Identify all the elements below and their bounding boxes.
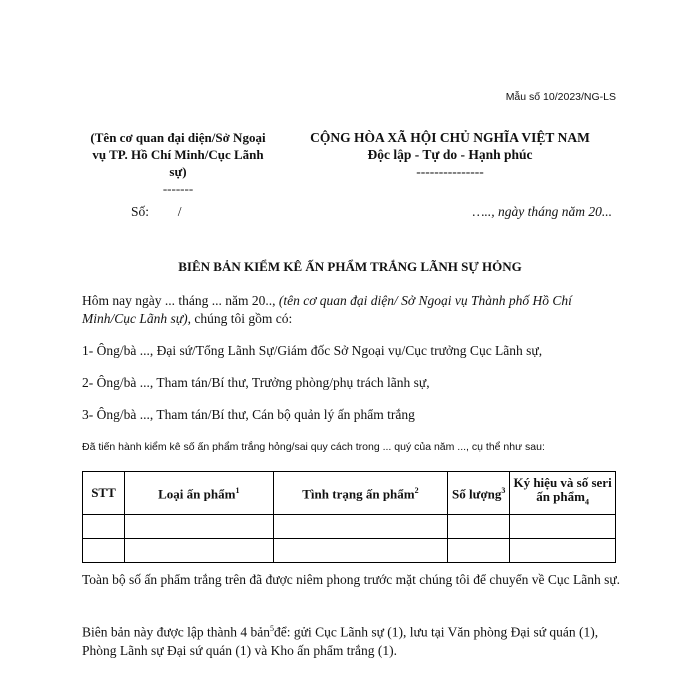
table-cell[interactable] [510,539,616,563]
intro-prefix: Hôm nay ngày ... tháng ... năm 20.., [82,293,279,308]
inventory-note: Đã tiến hành kiểm kê số ấn phẩm trắng hỏng/sai quy cách trong ... quý của năm ..., cụ thể như sau: [82,441,545,453]
table-cell[interactable] [124,515,273,539]
number-slash: / [177,204,182,219]
header-stt: STT [83,472,125,515]
table-cell[interactable] [510,515,616,539]
table-cell[interactable] [83,539,125,563]
table-cell[interactable] [83,515,125,539]
table-header-row [83,472,616,515]
member-item: 2- Ông/bà ..., Tham tán/Bí thư, Trưởng phòng/phụ trách lãnh sự, [82,375,430,390]
nation-motto: Độc lập - Tự do - Hạnh phúc [367,147,533,162]
table-cell[interactable] [273,539,448,563]
intro-suffix: , chúng tôi gồm có: [187,311,293,326]
copies-prefix: Biên bản này được lập thành 4 bản [82,624,271,640]
closing-paragraph: Toàn bộ số ấn phẩm trắng trên đã được niêm phong trước mặt chúng tôi để chuyển về Cục Lãnh sự. [82,572,621,587]
header-quantity: Số lượng$^3$ [448,472,510,515]
agency-header [78,129,278,197]
header-serial: Ký hiệu và số seri ấn phẩm$_4$ [510,472,616,515]
member-item: 1- Ông/bà ..., Đại sứ/Tổng Lãnh Sự/Giám đốc Sở Ngoại vụ/Cục trưởng Cục Lãnh sự, [82,343,543,358]
document-title: BIÊN BẢN KIỂM KÊ ẤN PHẨM TRẮNG LÃNH SỰ HỎNG [178,259,522,274]
table-cell[interactable] [124,539,273,563]
copies-paragraph [82,620,622,660]
nation-header [290,129,610,180]
number-label: Số: [131,204,150,219]
table-cell[interactable] [448,539,510,563]
header-type: Loại ấn phẩm$^1$ [124,472,273,515]
header-status: Tình trạng ấn phẩm$^2$ [273,472,448,515]
table-row [83,539,616,563]
table-cell[interactable] [448,515,510,539]
document-number [131,204,182,220]
motto-divider: --------------- [416,164,484,179]
table-cell[interactable] [273,515,448,539]
member-item: 3- Ông/bà ..., Tham tán/Bí thư, Cán bộ quản lý ấn phẩm trắng [82,407,415,422]
inventory-table [82,471,616,563]
intro-paragraph [82,292,622,328]
date-line: ….., ngày tháng năm 20... [472,204,612,219]
agency-line: sự) [169,164,187,179]
agency-line: vụ TP. Hồ Chí Minh/Cục Lãnh [92,147,264,162]
nation-name: CỘNG HÒA XÃ HỘI CHỦ NGHĨA VIỆT NAM [310,130,590,145]
table-row [83,515,616,539]
agency-line: (Tên cơ quan đại diện/Sở Ngoại [90,130,266,145]
copies-footnote: 5 [270,624,275,633]
copies-suffix: để: gửi Cục Lãnh sự (1), lưu tại Văn phòng Đại sứ quán (1), Phòng Lãnh sự Đại sứ quán (1) và Kho ấn phẩm trắng (1). [82,624,599,658]
agency-divider: ------- [162,181,194,196]
form-code: Mẫu số 10/2023/NG-LS [505,91,616,103]
intro-agency: (tên cơ quan đại diện/ Sở Ngoại vụ Thành phố Hồ Chí Minh/Cục Lãnh sự) [82,293,572,326]
